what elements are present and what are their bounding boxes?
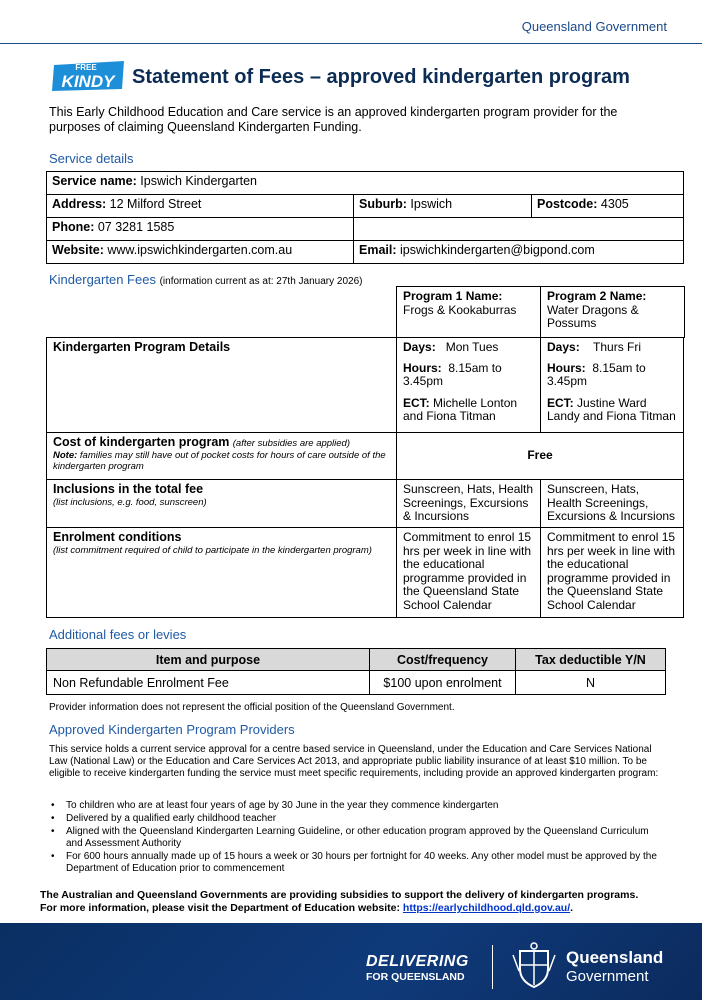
phone-label: Phone: <box>52 220 95 234</box>
additional-fees-heading: Additional fees or levies <box>49 627 187 642</box>
queensland-crest-icon <box>510 941 558 991</box>
enrolment-label-cell <box>47 528 397 618</box>
logo-word-free: FREE <box>75 63 97 72</box>
list-item: • Aligned with the Queensland Kindergarten Learning Guideline, or other education program approved by the Queensland Curriculum and Assessment Authority <box>49 826 661 850</box>
service-name-value: Ipswich Kindergarten <box>140 174 257 188</box>
col-tax-header: Tax deductible Y/N <box>516 649 666 671</box>
row-item: Non Refundable Enrolment Fee <box>47 671 370 695</box>
phone-cell <box>47 218 354 241</box>
p1-ect-label: ECT: <box>403 395 430 410</box>
inclusions-label-cell <box>47 480 397 528</box>
program2-enrolment: Commitment to enrol 15 hrs per week in line with the educational programme provided in the Queensland State School Calendar <box>541 528 684 618</box>
email-value[interactable]: ipswichkindergarten@bigpond.com <box>400 243 595 257</box>
website-value[interactable]: www.ipswichkindergarten.com.au <box>107 243 293 257</box>
service-name-cell <box>47 172 684 195</box>
footer-divider <box>492 945 493 989</box>
program1-details-cell <box>397 338 541 433</box>
cost-value-cell <box>397 433 684 480</box>
subsidy-note <box>40 889 680 915</box>
providers-heading: Approved Kindergarten Program Providers <box>49 722 295 737</box>
program1-name-label: Program 1 Name: <box>403 289 503 303</box>
address-cell <box>47 195 354 218</box>
program-names-table <box>396 286 685 338</box>
intro-text: This Early Childhood Education and Care service is an approved kindergarten program provider for the purposes of claiming Queensland Kindergarten Funding. <box>49 105 618 134</box>
providers-bullets <box>49 800 661 876</box>
website-cell <box>47 241 354 264</box>
program2-inclusions: Sunscreen, Hats, Health Screenings, Excursions & Incursions <box>541 480 684 528</box>
fees-current-note: (information current as at: 27th January 2026) <box>159 276 363 287</box>
fees-heading: Kindergarten Fees <box>49 272 156 287</box>
service-name-label: Service name: <box>52 174 137 188</box>
enrolment-sub: (list commitment required of child to participate in the kindergarten program) <box>53 544 372 556</box>
footer-government: Government <box>566 968 649 985</box>
list-item: • To children who are at least four years of age by 30 June in the year they commence kindergarten <box>49 800 661 812</box>
p2-hours-label: Hours: <box>547 360 586 375</box>
program-details-label: Kindergarten Program Details <box>53 340 231 354</box>
website-label: Website: <box>52 243 104 257</box>
education-website-link[interactable]: https://earlychildhood.qld.gov.au/ <box>402 902 571 914</box>
col-item-header: Item and purpose <box>47 649 370 671</box>
suburb-label: Suburb: <box>359 197 407 211</box>
suburb-value: Ipswich <box>410 197 453 211</box>
page-title: Statement of Fees – approved kindergarten program <box>132 66 630 88</box>
program2-name-value: Water Dragons & Possums <box>547 302 639 330</box>
p2-hours-value: 8.15am to 3.45pm <box>547 360 646 388</box>
cost-label-cell <box>47 433 397 480</box>
footer-queensland: Queensland <box>566 948 664 967</box>
subsidy-note-line1: The Australian and Queensland Governments are providing subsidies to support the delivery of kindergarten programs. <box>40 889 639 901</box>
cost-value: Free <box>527 448 553 463</box>
program1-name-value: Frogs & Kookaburras <box>403 302 517 317</box>
phone-value: 07 3281 1585 <box>97 220 175 234</box>
row-tax: N <box>516 671 666 695</box>
p1-ect-value: Michelle Lonton and Fiona Titman <box>403 395 518 423</box>
row-cost: $100 upon enrolment <box>370 671 516 695</box>
col-cost-header: Cost/frequency <box>370 649 516 671</box>
list-item: • Delivered by a qualified early childhood teacher <box>49 813 661 825</box>
program2-name-cell <box>541 287 685 338</box>
header-gov-name: Queensland Government <box>521 19 667 34</box>
p2-ect-value: Justine Ward Landy and Fiona Titman <box>547 395 676 423</box>
program2-name-label: Program 2 Name: <box>547 289 647 303</box>
cost-note-bold: Note: <box>53 449 78 461</box>
kindergarten-fees-table <box>46 337 684 618</box>
suburb-cell <box>354 195 532 218</box>
disclaimer: Provider information does not represent the official position of the Queensland Government. <box>49 702 455 713</box>
table-row <box>47 671 666 695</box>
email-cell <box>354 241 684 264</box>
p1-days-label: Days: <box>403 340 436 354</box>
cost-sub: (after subsidies are applied) <box>232 438 350 449</box>
address-value: 12 Milford Street <box>109 197 202 211</box>
p1-days-value: Mon Tues <box>445 340 499 354</box>
service-details-heading: Service details <box>49 151 134 166</box>
for-queensland-text: FOR QUEENSLAND <box>366 971 465 983</box>
list-item: • For 600 hours annually made up of 15 hours a week or 30 hours per fortnight for 40 weeks. Any other model must be approved by the Department of Education prior to commencement <box>49 851 661 875</box>
p2-days-label: Days: <box>547 340 580 354</box>
cost-note: families may still have out of pocket costs for hours of care outside of the kindergarten program <box>53 449 386 472</box>
inclusions-label: Inclusions in the total fee <box>53 482 204 496</box>
p2-ect-label: ECT: <box>547 395 574 410</box>
program-details-label-cell <box>47 338 397 433</box>
p1-hours-value: 8.15am to 3.45pm <box>403 360 502 388</box>
top-header <box>0 0 702 44</box>
free-kindy-logo <box>50 57 128 93</box>
delivering-text: DELIVERING <box>366 953 469 970</box>
fees-heading-row <box>49 272 362 287</box>
subsidy-note-line2: For more information, please visit the Department of Education website: <box>40 902 400 914</box>
postcode-cell <box>532 195 684 218</box>
cost-label: Cost of kindergarten program <box>53 435 230 449</box>
program1-name-cell <box>397 287 541 338</box>
program2-details-cell <box>541 338 684 433</box>
p2-days-value: Thurs Fri <box>593 340 642 354</box>
enrolment-label: Enrolment conditions <box>53 530 182 544</box>
postcode-label: Postcode: <box>537 197 598 211</box>
footer-banner <box>0 923 702 1000</box>
program1-enrolment: Commitment to enrol 15 hrs per week in line with the educational programme provided in the Queensland State School Calendar <box>397 528 541 618</box>
providers-body: This service holds a current service approval for a centre based service in Queensland, under the Education and Care Services National Law (National Law) or the Education and Care Services Act 2013, and appropriate public liability insurance of at least $10 million. To be eligible to receive kindergarten funding the service must meet specific requirements, including provide an approved kindergarten program: <box>49 744 659 779</box>
service-details-table <box>46 171 684 264</box>
email-label: Email: <box>359 243 397 257</box>
phone-blank-cell <box>354 218 684 241</box>
postcode-value: 4305 <box>600 197 629 211</box>
address-label: Address: <box>52 197 107 211</box>
inclusions-sub: (list inclusions, e.g. food, sunscreen) <box>53 496 207 508</box>
additional-fees-table <box>46 648 666 695</box>
subsidy-note-end: . <box>570 902 574 914</box>
logo-word-kindy: KINDY <box>61 72 115 91</box>
program1-inclusions: Sunscreen, Hats, Health Screenings, Excursions & Incursions <box>397 480 541 528</box>
p1-hours-label: Hours: <box>403 360 442 375</box>
